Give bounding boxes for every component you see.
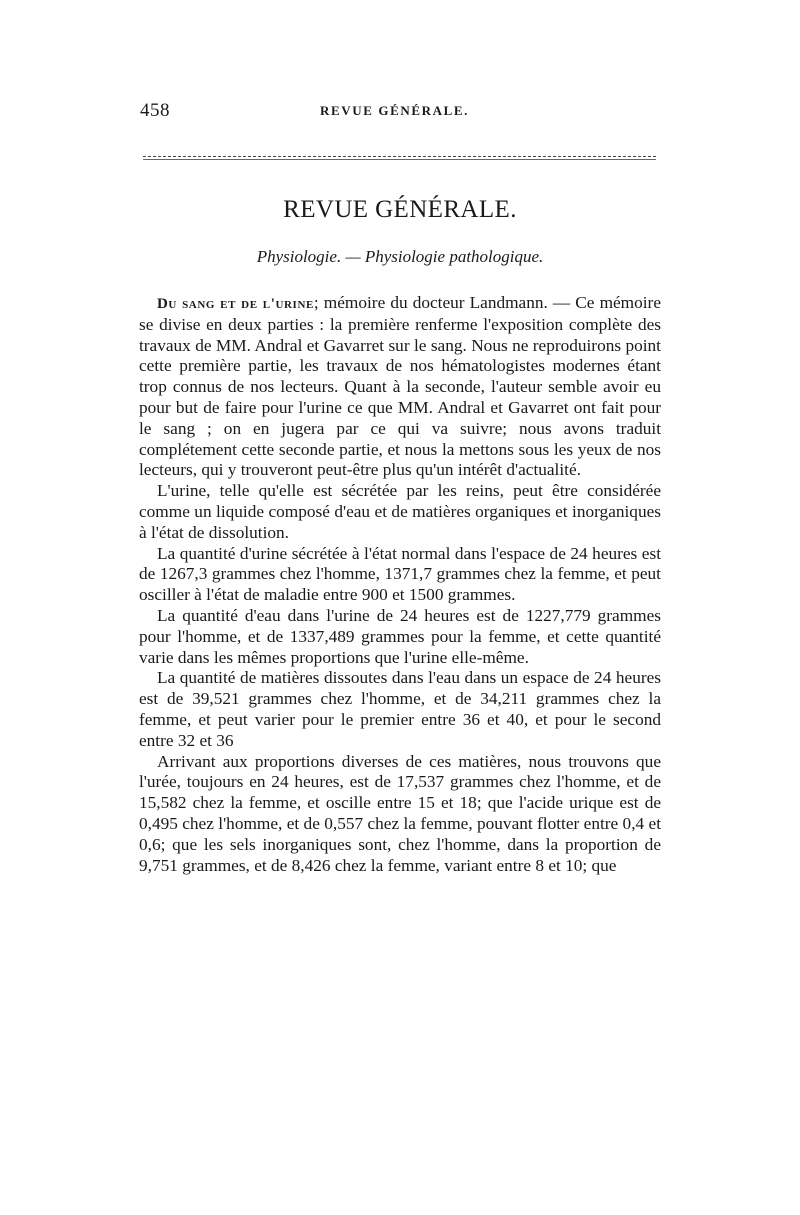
section-subtitle: Physiologie. — Physiologie pathologique. — [256, 247, 544, 266]
paragraph-5: La quantité de matières dissoutes dans l'eau dans un espace de 24 heures est de 39,521 grammes chez l'homme, et de 34,211 grammes chez la femme, et peut varier pour le premier entre 36 et 40, et pour le second entre 32 et 36 — [139, 668, 661, 750]
article-lead-heading: Du sang et de l'urine — [157, 296, 314, 312]
paragraph-1-text: ; mémoire du docteur Landmann. — Ce mémoire se divise en deux parties : la première renferme l'exposition complète des travaux de MM. Andral et Gavarret sur le sang. Nous ne reproduirons point cette première partie, les travaux de nos hématologistes modernes étant trop connus de nos lecteurs. Quant à la seconde, l'auteur semble avoir eu pour but de faire pour l'urine ce que MM. Andral et Gavarret ont fait pour le sang ; on en jugera par ce qui va suivre; nous avons traduit complétement cette seconde partie, et nous la mettons sous les yeux de nos lecteurs, qui y trouveront peut-être plus qu'un intérêt d'actualité. — [139, 293, 661, 480]
paragraph-6: Arrivant aux proportions diverses de ces matières, nous trouvons que l'urée, toujours en 24 heures, est de 17,537 grammes chez l'homme, et de 15,582 chez la femme, et oscille entre 15 et 18; que l'acide urique est de 0,495 chez l'homme, et de 0,557 chez la femme, pouvant flotter entre 0,4 et 0,6; que les sels inorganiques sont, chez l'homme, dans la proportion de 9,751 grammes, et de 8,426 chez la femme, variant entre 8 et 10; que — [139, 751, 661, 875]
article-body — [139, 293, 661, 876]
section-title: REVUE GÉNÉRALE. — [283, 196, 517, 223]
paragraph-3: La quantité d'urine sécrétée à l'état normal dans l'espace de 24 heures est de 1267,3 grammes chez l'homme, 1371,7 grammes chez la femme, et peut osciller à l'état de maladie entre 900 et 1500 grammes. — [139, 543, 661, 605]
paragraph-1 — [139, 293, 661, 481]
running-head — [140, 100, 660, 122]
paragraph-2: L'urine, telle qu'elle est sécrétée par les reins, peut être considérée comme un liquide composé d'eau et de matières organiques et inorganiques à l'état de dissolution. — [139, 481, 661, 542]
header-rule — [143, 156, 656, 157]
running-title: REVUE GÉNÉRALE. — [320, 103, 469, 118]
header-rule-lower — [143, 159, 656, 160]
paragraph-4: La quantité d'eau dans l'urine de 24 heures est de 1227,779 grammes pour l'homme, et de 1337,489 grammes pour la femme, et cette quantité varie dans les mêmes proportions que l'urine elle-même. — [139, 605, 661, 667]
page-number: 458 — [140, 100, 170, 121]
